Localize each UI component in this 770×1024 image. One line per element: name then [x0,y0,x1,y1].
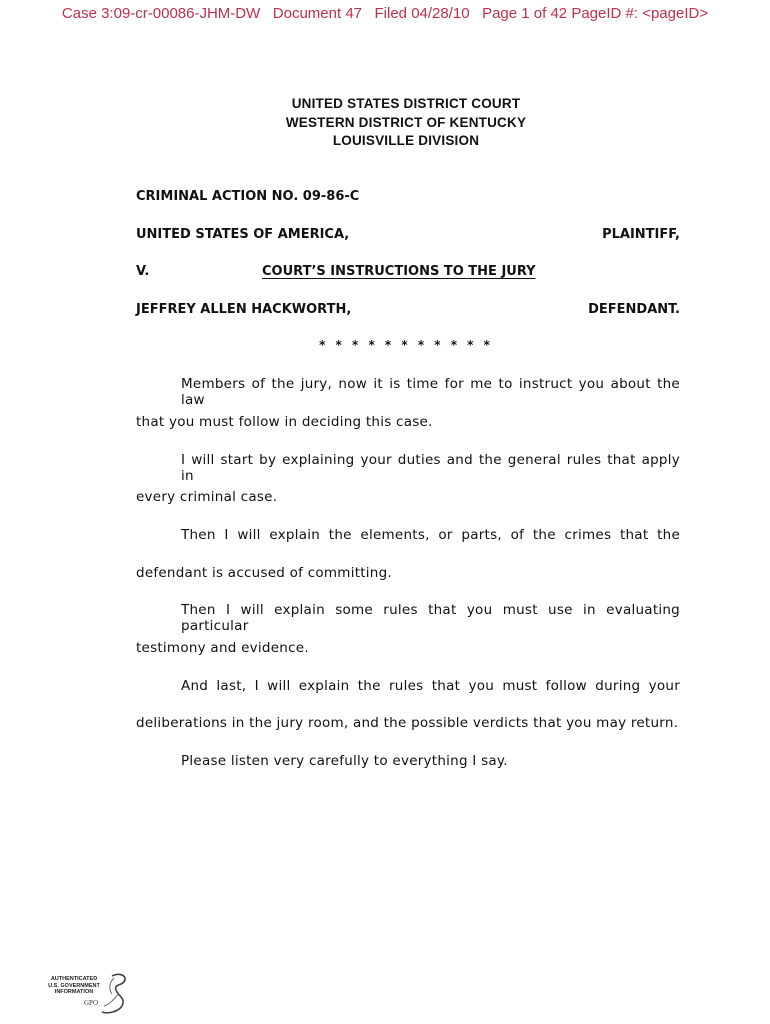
defendant-role: DEFENDANT. [588,302,680,317]
paragraph-1-line-2: that you must follow in deciding this case. [136,414,433,430]
seal-line-2: U.S. GOVERNMENT [48,982,100,989]
paragraph-5-line-2: deliberations in the jury room, and the possible verdicts that you may return. [136,715,679,731]
paragraph-2-line-1: I will start by explaining your duties and the general rules that apply in [181,452,680,484]
paragraph-5-line-1: And last, I will explain the rules that you must follow during your [181,678,680,694]
paragraph-3-line-1: Then I will explain the elements, or parts, of the crimes that the [181,527,680,543]
gpo-mark: GPO [84,999,99,1007]
criminal-action-number: CRIMINAL ACTION NO. 09-86-C [136,189,360,204]
paragraph-1-line-1: Members of the jury, now it is time for me to instruct you about the law [181,376,680,408]
versus-label: V. [136,264,150,279]
gpo-authentication-seal [40,968,135,1018]
paragraph-2-line-2: every criminal case. [136,489,278,505]
paragraph-3-line-2: defendant is accused of committing. [136,565,392,581]
paragraph-6-line-1: Please listen very carefully to everything I say. [181,753,508,769]
court-division: LOUISVILLE DIVISION [332,133,480,148]
plaintiff-role: PLAINTIFF, [602,227,680,242]
seal-line-1: AUTHENTICATED [50,976,98,982]
seal-line-3: INFORMATION [54,989,94,995]
paragraph-4-line-1: Then I will explain some rules that you must use in evaluating particular [181,602,680,634]
court-district: WESTERN DISTRICT OF KENTUCKY [285,114,527,130]
separator-stars: * * * * * * * * * * * [319,338,493,352]
eagle-icon [40,968,135,1018]
plaintiff-name: UNITED STATES OF AMERICA, [136,227,350,242]
filing-header: Case 3:09-cr-00086-JHM-DW Document 47 Filed 04/28/10 Page 1 of 42 PageID #: <pageID> [61,5,709,22]
paragraph-4-line-2: testimony and evidence. [136,640,309,656]
document-title: COURT’S INSTRUCTIONS TO THE JURY [262,264,536,279]
plaintiff-line [136,227,680,242]
defendant-line [136,302,680,317]
court-name: UNITED STATES DISTRICT COURT [291,96,521,111]
defendant-name: JEFFREY ALLEN HACKWORTH, [136,302,352,317]
court-heading [0,95,770,151]
